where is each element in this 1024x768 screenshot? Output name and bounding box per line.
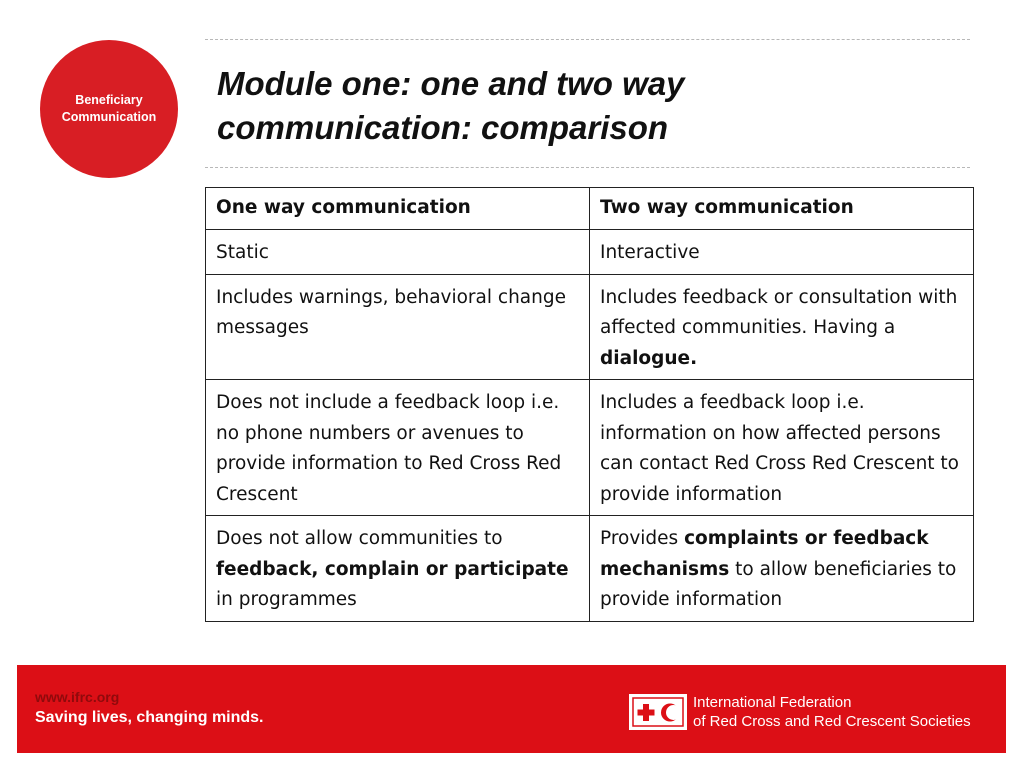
cell-text: in programmes bbox=[216, 589, 357, 610]
slide-title-line-2: communication: comparison bbox=[217, 109, 669, 146]
slide-title-line-1: Module one: one and two way bbox=[217, 65, 685, 102]
one-way-cell bbox=[206, 380, 590, 516]
cell-text-bold: dialogue. bbox=[600, 347, 698, 369]
organization-name-line-1: International Federation bbox=[693, 694, 852, 711]
header-two-way: Two way communication bbox=[590, 188, 974, 230]
badge-line-1: Beneficiary bbox=[75, 93, 143, 107]
beneficiary-communication-badge bbox=[40, 40, 178, 178]
header-one-way: One way communication bbox=[206, 188, 590, 230]
organization-name-line-2: of Red Cross and Red Crescent Societies bbox=[693, 713, 971, 730]
cell-text: Does not allow communities to bbox=[216, 528, 503, 549]
cell-text: Includes a feedback loop i.e. information on how affected persons can contact Red Cross Red Crescent to provide information bbox=[600, 392, 959, 505]
cell-text-bold: feedback, complain or participate bbox=[216, 558, 569, 580]
one-way-cell bbox=[206, 274, 590, 380]
footer-bar bbox=[17, 665, 1006, 753]
table-row bbox=[206, 230, 974, 275]
cell-text-bold: complaints or feedback mechanisms bbox=[600, 528, 929, 580]
one-way-cell bbox=[206, 516, 590, 622]
table-body bbox=[206, 230, 974, 622]
cell-text: Does not include a feedback loop i.e. no phone numbers or avenues to provide information to Red Cross Red Crescent bbox=[216, 392, 562, 505]
cell-text: Static bbox=[216, 242, 269, 263]
table-header-row bbox=[206, 188, 974, 230]
cell-text: Provides bbox=[600, 528, 685, 549]
badge-line-2: Communication bbox=[61, 110, 157, 124]
table-row bbox=[206, 274, 974, 380]
website-link[interactable]: www.ifrc.org bbox=[35, 689, 120, 705]
organization-name bbox=[693, 693, 971, 731]
two-way-cell bbox=[590, 274, 974, 380]
title-divider-bottom bbox=[205, 167, 970, 168]
cell-text: Interactive bbox=[600, 242, 700, 263]
one-way-cell bbox=[206, 230, 590, 275]
red-cross-red-crescent-emblem-icon bbox=[629, 694, 687, 730]
title-divider-top bbox=[205, 39, 970, 40]
slogan: Saving lives, changing minds. bbox=[35, 709, 264, 726]
two-way-cell bbox=[590, 230, 974, 275]
cell-text: Includes feedback or consultation with affected communities. Having a bbox=[600, 286, 958, 338]
table-row bbox=[206, 516, 974, 622]
slide-title bbox=[217, 62, 957, 150]
two-way-cell bbox=[590, 380, 974, 516]
two-way-cell bbox=[590, 516, 974, 622]
comparison-table bbox=[205, 187, 974, 622]
cell-text: Includes warnings, behavioral change messages bbox=[216, 286, 566, 338]
cell-text: to allow beneficiaries to provide information bbox=[600, 558, 957, 610]
table-row bbox=[206, 380, 974, 516]
